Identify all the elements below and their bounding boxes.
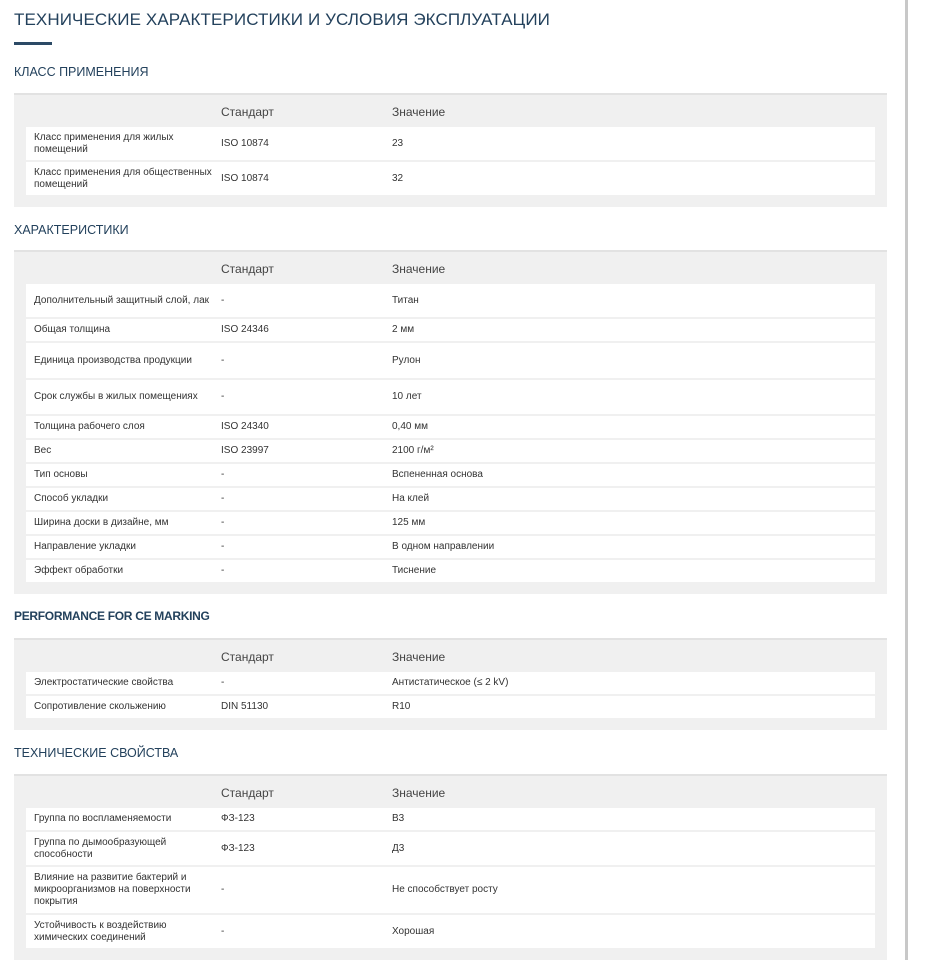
row-standard: - bbox=[221, 469, 225, 480]
row-name: Класс применения для жилых помещений bbox=[34, 131, 174, 155]
title-accent-bar bbox=[14, 42, 52, 45]
row-name: Класс применения для общественных помещений bbox=[34, 166, 212, 190]
section-title-application-class: КЛАСС ПРИМЕНЕНИЯ bbox=[14, 65, 149, 79]
row-name: Группа по дымообразующей способности bbox=[34, 836, 167, 860]
table-header bbox=[26, 776, 875, 808]
row-standard: ISO 10874 bbox=[221, 172, 269, 184]
row-name: Общая толщина bbox=[34, 324, 111, 335]
row-standard: - bbox=[221, 391, 225, 402]
section-title-characteristics: ХАРАКТЕРИСТИКИ bbox=[14, 223, 129, 237]
row-name: Электростатические свойства bbox=[34, 677, 174, 688]
table-row bbox=[26, 162, 875, 195]
table-header bbox=[26, 640, 875, 672]
row-name: Вес bbox=[34, 445, 52, 456]
row-name: Устойчивость к воздействию химических соединений bbox=[34, 919, 167, 943]
row-standard: ISO 24340 bbox=[221, 421, 269, 432]
col-header-value: Значение bbox=[392, 105, 446, 119]
row-value: 2 мм bbox=[392, 324, 415, 335]
row-standard: - bbox=[221, 677, 225, 688]
row-value: На клей bbox=[392, 493, 430, 504]
row-standard: - bbox=[221, 354, 225, 366]
col-header-standard: Стандарт bbox=[221, 105, 274, 119]
row-value: Рулон bbox=[392, 354, 421, 366]
spec-page bbox=[14, 0, 887, 960]
row-value: Тиснение bbox=[392, 565, 437, 576]
row-value: Д3 bbox=[392, 842, 405, 854]
row-name: Направление укладки bbox=[34, 541, 136, 552]
row-standard: - bbox=[221, 294, 225, 306]
col-header-value: Значение bbox=[392, 262, 446, 276]
table-header bbox=[26, 252, 875, 284]
table-row bbox=[26, 512, 875, 534]
row-value: Антистатическое (≤ 2 kV) bbox=[392, 677, 509, 688]
table-row bbox=[26, 867, 875, 913]
row-value: Хорошая bbox=[392, 925, 435, 937]
table-row bbox=[26, 416, 875, 438]
row-value: В одном направлении bbox=[392, 541, 495, 552]
row-standard: ФЗ-123 bbox=[221, 813, 255, 824]
page-scrollbar[interactable] bbox=[905, 0, 908, 960]
row-standard: DIN 51130 bbox=[221, 701, 269, 712]
col-header-standard: Стандарт bbox=[221, 650, 274, 664]
table-row bbox=[26, 915, 875, 948]
row-value: В3 bbox=[392, 813, 405, 824]
row-value: Титан bbox=[392, 294, 419, 306]
table-header bbox=[26, 95, 875, 127]
row-value: 2100 г/м² bbox=[392, 445, 434, 456]
row-value: 0,40 мм bbox=[392, 421, 428, 432]
table-row bbox=[26, 696, 875, 718]
row-name: Срок службы в жилых помещениях bbox=[34, 391, 198, 402]
table-ce-marking bbox=[14, 638, 887, 730]
table-row bbox=[26, 560, 875, 582]
row-value: 10 лет bbox=[392, 391, 422, 402]
row-value: Вспененная основа bbox=[392, 469, 483, 480]
table-characteristics bbox=[14, 250, 887, 594]
row-name: Толщина рабочего слоя bbox=[34, 421, 145, 432]
table-row bbox=[26, 464, 875, 486]
row-standard: - bbox=[221, 925, 225, 937]
row-name: Эффект обработки bbox=[34, 565, 124, 576]
table-technical-properties bbox=[14, 774, 887, 960]
row-value: 125 мм bbox=[392, 517, 426, 528]
row-standard: - bbox=[221, 541, 225, 552]
section-title-technical-properties: ТЕХНИЧЕСКИЕ СВОЙСТВА bbox=[14, 746, 179, 760]
row-name: Тип основы bbox=[34, 469, 88, 480]
table-row bbox=[26, 672, 875, 694]
table-row bbox=[26, 343, 875, 378]
row-standard: - bbox=[221, 884, 225, 895]
page-title: ТЕХНИЧЕСКИЕ ХАРАКТЕРИСТИКИ И УСЛОВИЯ ЭКСПЛУАТАЦИИ bbox=[14, 10, 550, 29]
row-name: Влияние на развитие бактерий и микроорганизмов на поверхности покрытия bbox=[34, 872, 191, 907]
section-title-ce-marking: PERFORMANCE FOR CE MARKING bbox=[14, 609, 210, 623]
row-standard: - bbox=[221, 517, 225, 528]
row-value: 23 bbox=[392, 137, 404, 149]
row-name: Сопротивление скольжению bbox=[34, 701, 166, 712]
table-row bbox=[26, 808, 875, 830]
row-name: Единица производства продукции bbox=[34, 354, 192, 366]
row-name: Ширина доски в дизайне, мм bbox=[34, 517, 169, 528]
row-standard: - bbox=[221, 565, 225, 576]
table-row bbox=[26, 284, 875, 317]
table-row bbox=[26, 319, 875, 341]
table-row bbox=[26, 536, 875, 558]
table-application-class bbox=[14, 93, 887, 207]
table-row bbox=[26, 488, 875, 510]
row-value: 32 bbox=[392, 172, 404, 184]
table-row bbox=[26, 380, 875, 414]
row-value: Не способствует росту bbox=[392, 884, 498, 895]
table-row bbox=[26, 832, 875, 865]
col-header-value: Значение bbox=[392, 650, 446, 664]
row-name: Группа по воспламеняемости bbox=[34, 813, 172, 824]
table-row bbox=[26, 127, 875, 160]
col-header-value: Значение bbox=[392, 786, 446, 800]
row-standard: ISO 24346 bbox=[221, 324, 269, 335]
row-standard: ФЗ-123 bbox=[221, 842, 255, 854]
row-standard: ISO 10874 bbox=[221, 137, 269, 149]
row-name: Дополнительный защитный слой, лак bbox=[34, 294, 209, 306]
row-name: Способ укладки bbox=[34, 493, 109, 504]
row-standard: - bbox=[221, 493, 225, 504]
col-header-standard: Стандарт bbox=[221, 262, 274, 276]
row-standard: ISO 23997 bbox=[221, 445, 269, 456]
col-header-standard: Стандарт bbox=[221, 786, 274, 800]
table-row bbox=[26, 440, 875, 462]
row-value: R10 bbox=[392, 701, 411, 712]
